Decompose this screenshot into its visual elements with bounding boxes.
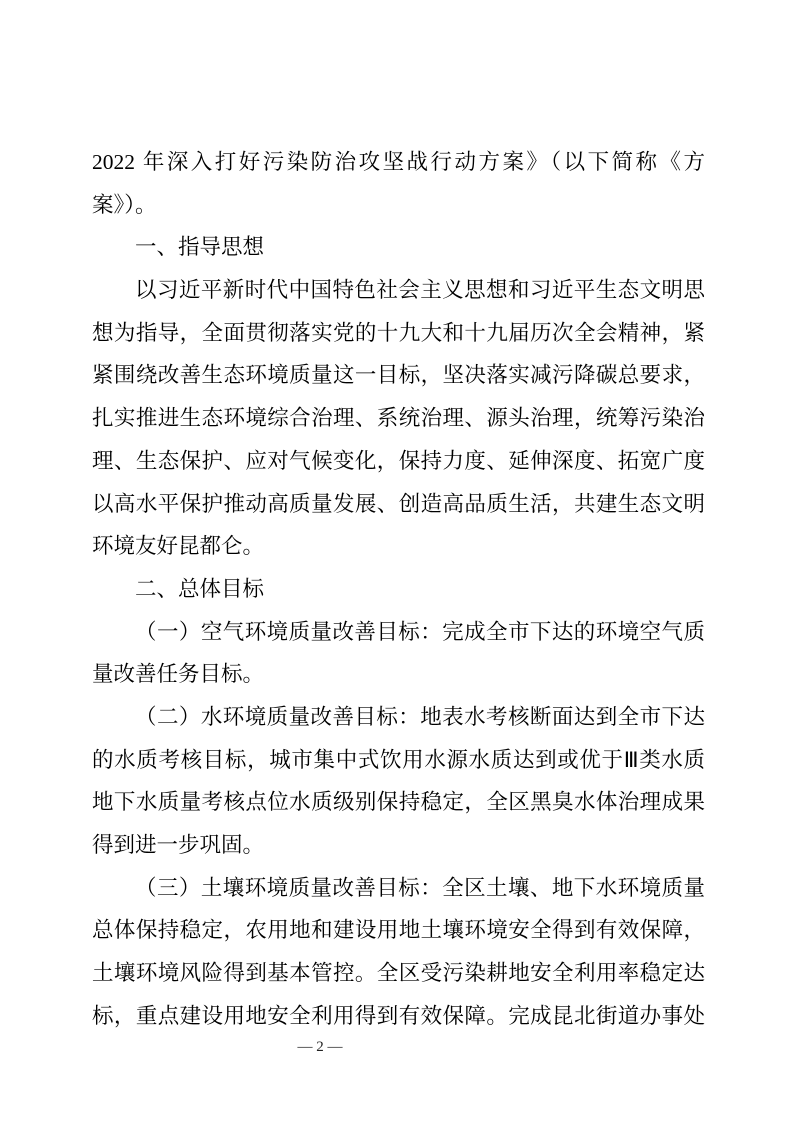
text-line: 想为指导，全面贯彻落实党的十九大和十九届历次全会精神，紧	[92, 320, 705, 345]
text-line: 紧围绕改善生态环境质量这一目标，坚决落实减污降碳总要求，	[92, 363, 705, 388]
text-line: 案》）。	[92, 192, 157, 217]
page-number: — 2 —	[297, 1039, 343, 1055]
text-line: 一、指导思想	[135, 235, 265, 260]
text-line: （三）土壤环境质量改善目标：全区土壤、地下水环境质量	[135, 875, 705, 900]
text-line: （一）空气环境质量改善目标：完成全市下达的环境空气质	[135, 619, 705, 644]
text-line: 的水质考核目标，城市集中式饮用水源水质达到或优于Ⅲ类水质	[92, 747, 705, 772]
text-line: 量改善任务目标。	[92, 662, 265, 687]
text-line: 得到进一步巩固。	[92, 833, 265, 857]
text-line: 二、总体目标	[135, 576, 265, 601]
text-line: （二）水环境质量改善目标：地表水考核断面达到全市下达	[135, 704, 705, 729]
text-line: 地下水质量考核点位水质级别保持稳定，全区黑臭水体治理成果	[92, 790, 705, 815]
text-line: 理、生态保护、应对气候变化，保持力度、延伸深度、拓宽广度	[92, 448, 705, 473]
text-line: 环境友好昆都仑。	[92, 534, 265, 559]
document-body	[92, 141, 705, 1037]
text-line: 以高水平保护推动高质量发展、创造高品质生活，共建生态文明	[92, 491, 705, 516]
text-line: 扎实推进生态环境综合治理、系统治理、源头治理，统筹污染治	[92, 406, 705, 431]
text-line: 总体保持稳定，农用地和建设用地土壤环境安全得到有效保障，	[92, 918, 705, 943]
text-line: 土壤环境风险得到基本管控。全区受污染耕地安全利用率稳定达	[92, 961, 705, 986]
text-line: 以习近平新时代中国特色社会主义思想和习近平生态文明思	[135, 278, 705, 303]
text-line: 标，重点建设用地安全利用得到有效保障。完成昆北街道办事处	[92, 1003, 705, 1028]
text-line: 2022 年深入打好污染防治攻坚战行动方案》（以下简称《方	[92, 150, 705, 174]
